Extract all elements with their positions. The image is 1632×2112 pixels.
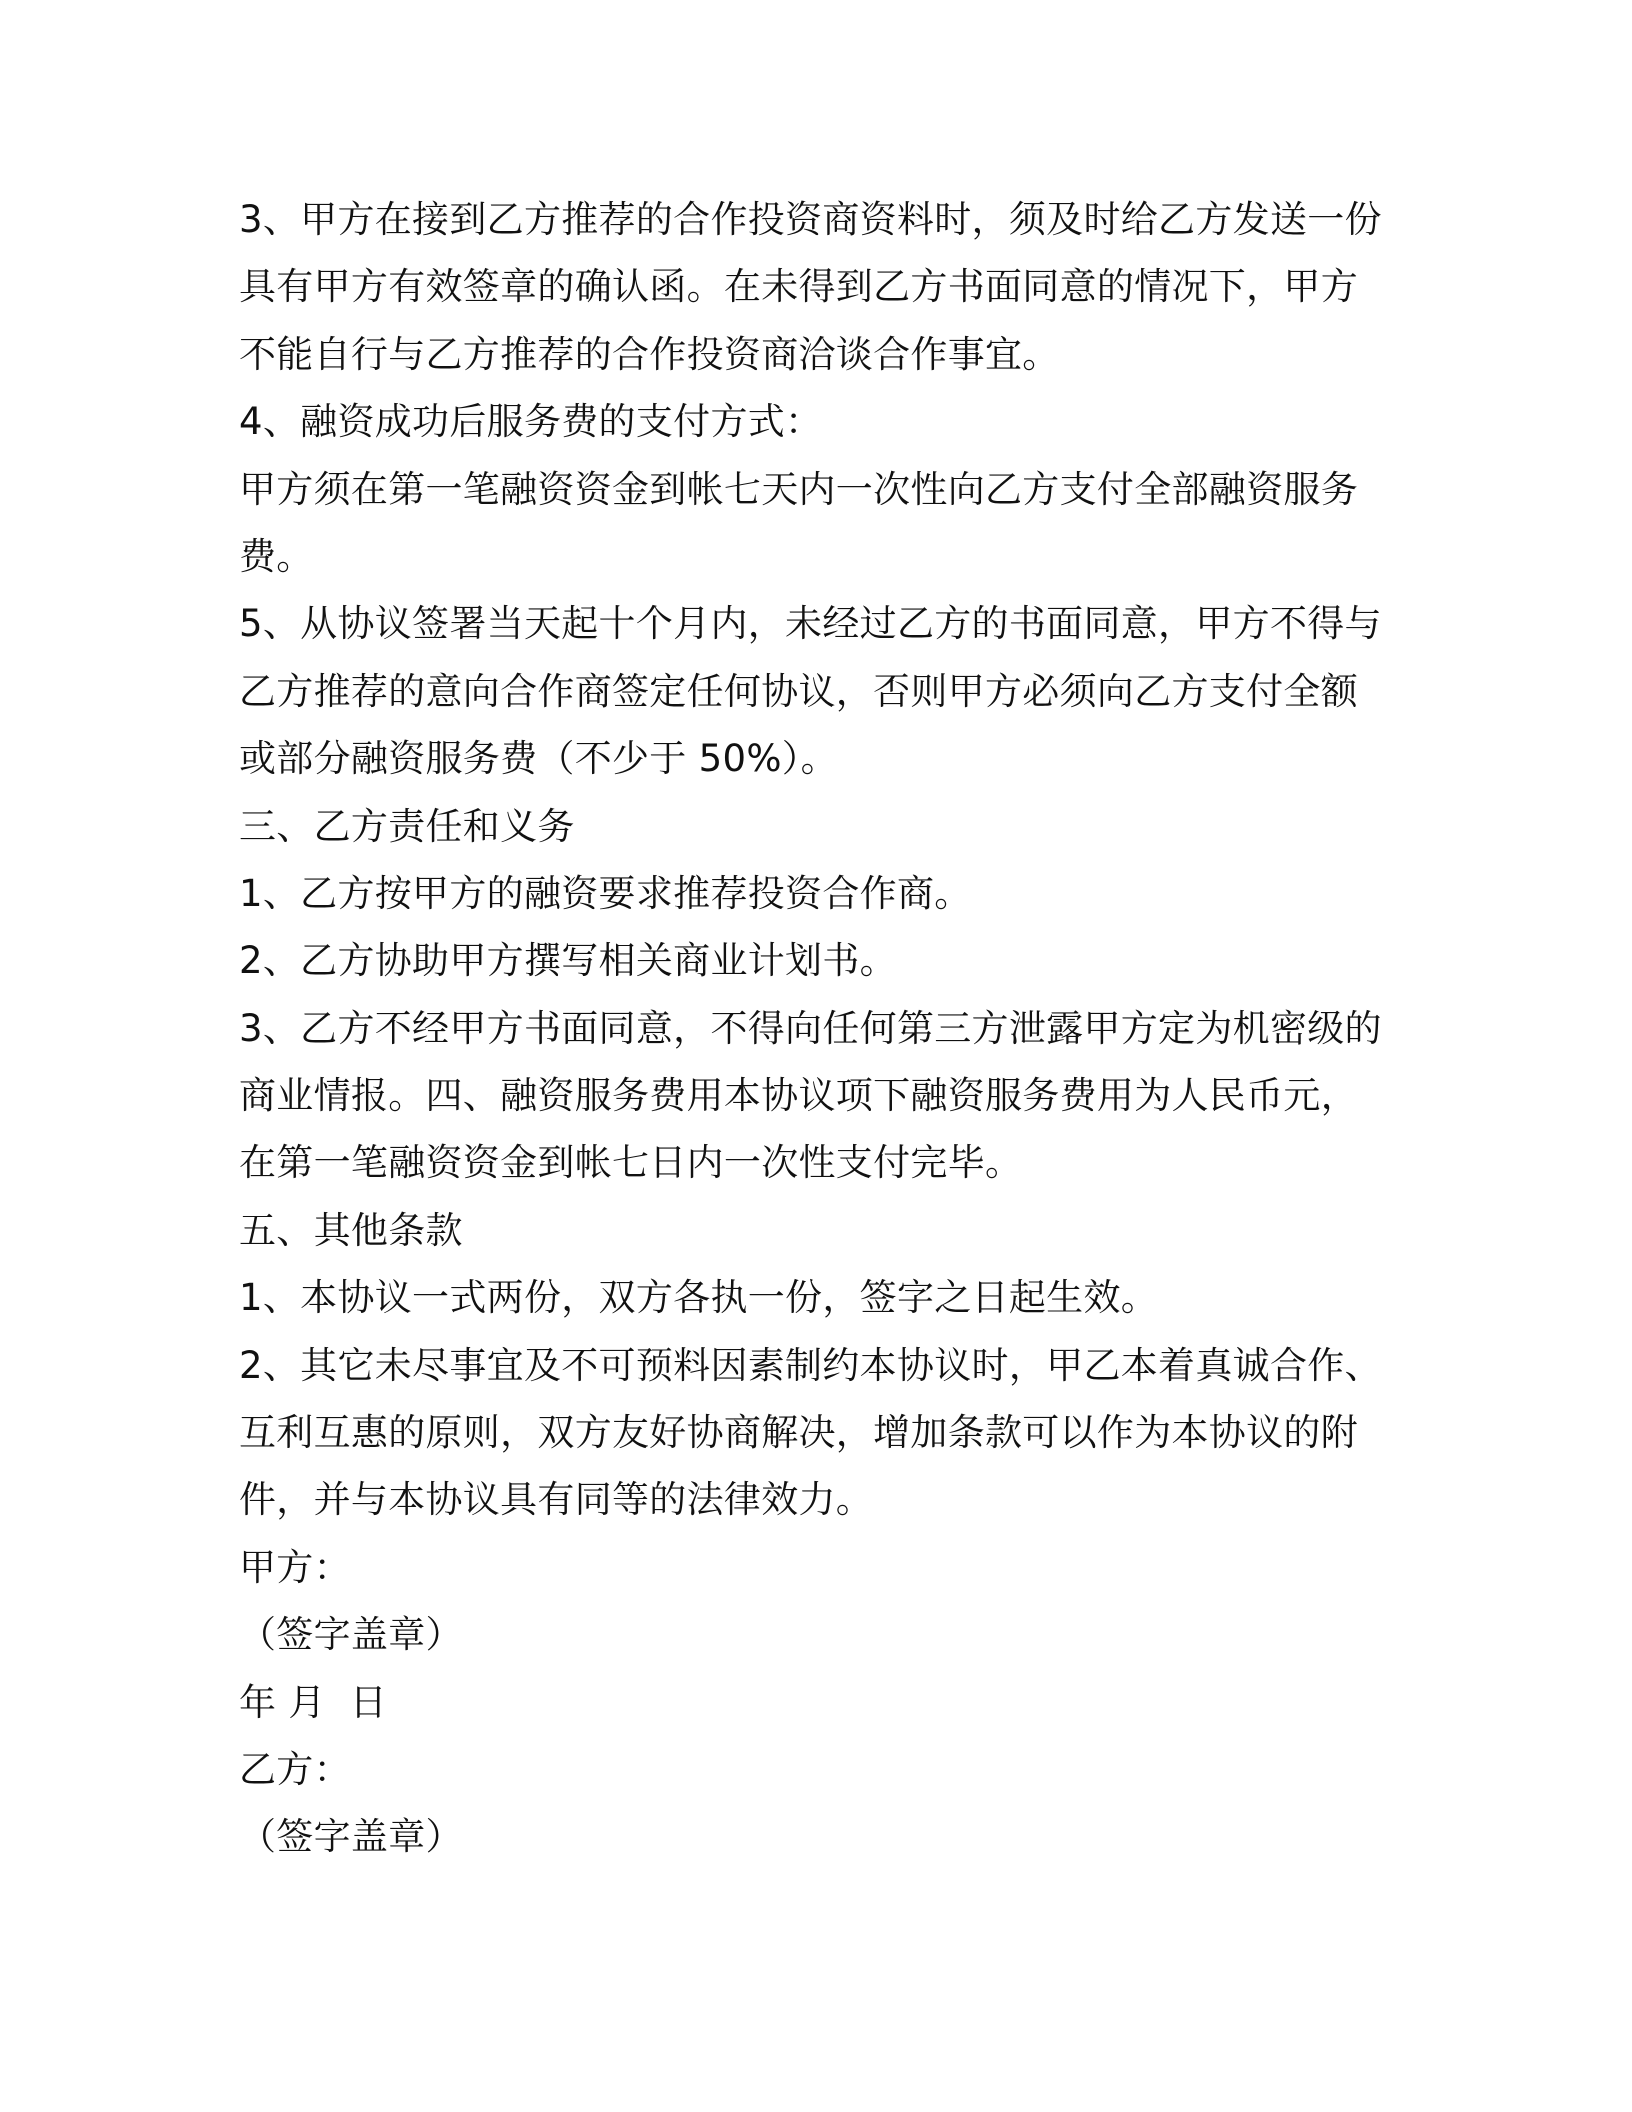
body-line: 2、其它未尽事宜及不可预料因素制约本协议时，甲乙本着真诚合作、 — [239, 1343, 1382, 1387]
body-line: 件，并与本协议具有同等的法律效力。 — [239, 1478, 874, 1522]
section-heading: 三、乙方责任和义务 — [239, 804, 575, 848]
body-line: 5、从协议签署当天起十个月内，未经过乙方的书面同意，甲方不得与 — [239, 602, 1382, 646]
body-line: 互利互惠的原则，双方友好协商解决，增加条款可以作为本协议的附 — [239, 1411, 1358, 1455]
body-line: 甲方须在第一笔融资资金到帐七天内一次性向乙方支付全部融资服务 — [239, 467, 1358, 511]
body-line: 2、乙方协助甲方撰写相关商业计划书。 — [239, 939, 897, 983]
body-line: 在第一笔融资资金到帐七日内一次性支付完毕。 — [239, 1141, 1023, 1185]
body-line: 不能自行与乙方推荐的合作投资商洽谈合作事宜。 — [239, 332, 1060, 376]
body-line: 1、本协议一式两份，双方各执一份，签字之日起生效。 — [239, 1276, 1159, 1320]
section-heading: 五、其他条款 — [239, 1208, 463, 1252]
body-line: 乙方推荐的意向合作商签定任何协议，否则甲方必须向乙方支付全额 — [239, 669, 1358, 713]
body-line: 商业情报。四、融资服务费用本协议项下融资服务费用为人民币元， — [239, 1074, 1358, 1118]
body-line: 3、甲方在接到乙方推荐的合作投资商资料时，须及时给乙方发送一份 — [239, 198, 1382, 241]
body-line: 费。 — [239, 534, 314, 578]
document-body — [239, 186, 1399, 1871]
body-line: 3、乙方不经甲方书面同意，不得向任何第三方泄露甲方定为机密级的 — [239, 1006, 1382, 1050]
party-a-label: 甲方： — [239, 1545, 351, 1589]
body-line: 1、乙方按甲方的融资要求推荐投资合作商。 — [239, 871, 972, 915]
body-line: 4、融资成功后服务费的支付方式： — [239, 400, 823, 444]
party-b-seal: （签字盖章） — [239, 1815, 463, 1859]
party-b-label: 乙方： — [239, 1747, 351, 1791]
body-line: 具有甲方有效签章的确认函。在未得到乙方书面同意的情况下，甲方 — [239, 265, 1358, 309]
body-line: 或部分融资服务费（不少于 50%）。 — [239, 737, 838, 781]
party-a-seal: （签字盖章） — [239, 1613, 463, 1657]
date-label: 年 月 日 — [239, 1680, 388, 1724]
